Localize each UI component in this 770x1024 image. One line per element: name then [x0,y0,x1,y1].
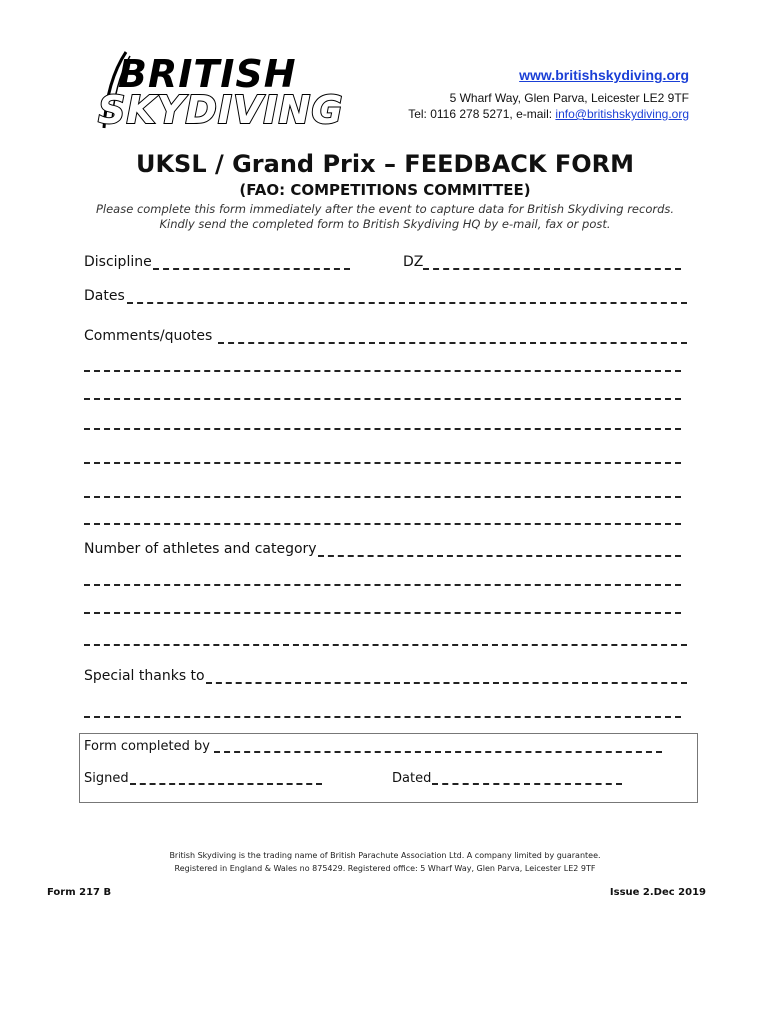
comments-line[interactable] [84,370,681,372]
contact-block [408,67,689,121]
comments-line[interactable] [84,496,681,498]
signed-field[interactable] [130,783,322,785]
dated-field[interactable] [432,783,622,785]
tel-text [408,107,689,121]
signed-label: Signed [84,771,129,786]
footer-line-1: British Skydiving is the trading name of British Parachute Association Ltd. A company limited by guarantee. [169,851,601,860]
athletes-line[interactable] [84,584,681,586]
issue-date: Issue 2.Dec 2019 [609,887,706,898]
instruction-line-2: Kindly send the completed form to British Skydiving HQ by e-mail, fax or post. [159,217,611,231]
british-skydiving-logo [96,50,352,132]
email-link[interactable]: info@britishskydiving.org [555,107,689,121]
form-title: UKSL / Grand Prix – FEEDBACK FORM [135,150,635,178]
comments-line[interactable] [84,523,681,525]
dz-field[interactable] [423,268,681,270]
athletes-label: Number of athletes and category [84,541,317,557]
discipline-field[interactable] [153,268,350,270]
athletes-line[interactable] [84,612,681,614]
comments-line[interactable] [84,462,681,464]
completed-by-field[interactable] [214,751,662,753]
tel-label: Tel: 0116 278 5271, e-mail: [408,107,556,121]
logo-text-british: BRITISH [118,52,297,96]
comments-line[interactable] [84,398,681,400]
discipline-label: Discipline [84,254,152,270]
thanks-label: Special thanks to [84,668,205,684]
footer-line-2: Registered in England & Wales no 875429. Registered office: 5 Wharf Way, Glen Parva, Leicester LE2 9TF [174,864,596,873]
dated-label: Dated [392,771,432,786]
dates-label: Dates [84,288,125,304]
dates-field[interactable] [127,302,687,304]
athletes-field[interactable] [318,555,681,557]
dz-label: DZ [403,254,424,270]
thanks-line[interactable] [84,716,681,718]
thanks-field[interactable] [206,682,687,684]
address-text: 5 Wharf Way, Glen Parva, Leicester LE2 9TF [449,91,689,105]
completed-by-label: Form completed by [84,739,210,754]
comments-line[interactable] [84,428,681,430]
form-number: Form 217 B [47,887,112,898]
website-link[interactable]: www.britishskydiving.org [519,67,689,83]
form-subtitle: (FAO: COMPETITIONS COMMITTEE) [239,181,531,199]
instruction-line-1: Please complete this form immediately after the event to capture data for British Skydiving records. [95,202,675,216]
logo-text-skydiving: SKYDIVING [98,88,344,132]
comments-field[interactable] [218,342,687,344]
athletes-line[interactable] [84,644,687,646]
comments-label: Comments/quotes [84,328,213,344]
